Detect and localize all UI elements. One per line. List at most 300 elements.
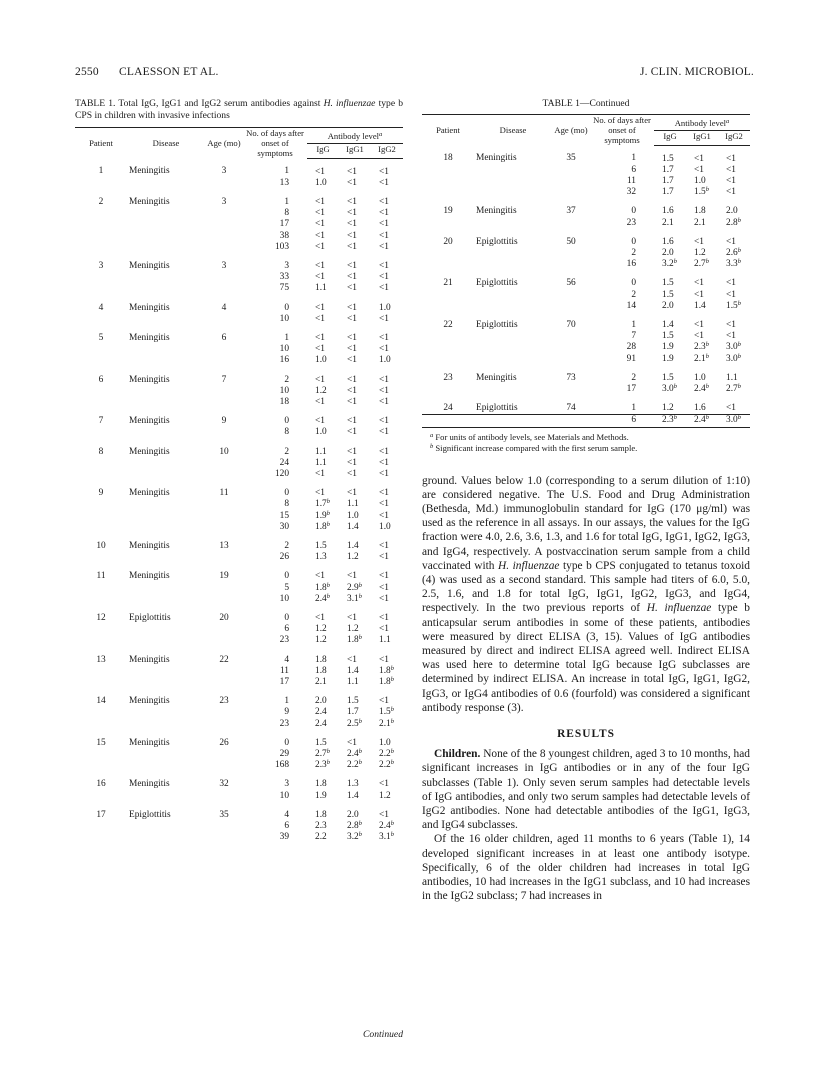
- disease: Epiglottitis: [129, 809, 171, 820]
- igg2-value: <1: [379, 219, 389, 230]
- disease-empty: [127, 719, 205, 730]
- disease-empty: [127, 231, 205, 242]
- disease: Epiglottitis: [476, 319, 518, 330]
- age-empty: [205, 344, 243, 355]
- igg-value: 2.0: [662, 300, 674, 311]
- header-disease: Disease: [474, 115, 552, 146]
- age: 6: [221, 332, 227, 343]
- patient-group: [422, 145, 750, 198]
- age-empty: [552, 259, 590, 270]
- igg1-value: <1: [347, 230, 357, 241]
- igg2-value: <1: [379, 177, 389, 188]
- igg1-value: <1: [694, 164, 704, 175]
- patient-number-empty: [75, 344, 127, 355]
- significance-mark: b: [737, 246, 741, 254]
- igg2-value: 2.8$^b$: [726, 216, 741, 228]
- significance-mark: b: [358, 831, 362, 839]
- igg-value: 2.1: [662, 217, 674, 228]
- age-empty: [205, 314, 243, 325]
- igg2-value: <1: [379, 166, 389, 177]
- igg1-value: 2.4$^b$: [347, 748, 362, 760]
- days-after-onset: 0: [631, 278, 636, 289]
- disease: Meningitis: [129, 571, 170, 582]
- igg-value: 1.5: [662, 289, 674, 300]
- days-after-onset: 2: [284, 540, 289, 551]
- igg2-value: 1.0: [379, 737, 391, 748]
- significance-mark: b: [326, 759, 330, 767]
- igg-value: 1.7: [662, 164, 674, 175]
- igg1-value: 1.2: [347, 552, 359, 563]
- days-after-onset: 14: [626, 300, 636, 311]
- age-empty: [205, 283, 243, 294]
- age-empty: [205, 469, 243, 480]
- igg2-value: <1: [379, 540, 389, 551]
- results-heading: RESULTS: [557, 728, 615, 741]
- patient-number-empty: [75, 719, 127, 730]
- significance-mark: b: [390, 664, 394, 672]
- igg2-value: <1: [379, 510, 389, 521]
- significance-mark: b: [737, 216, 741, 224]
- days-after-onset: 10: [279, 385, 289, 396]
- igg2-value: <1: [379, 779, 389, 790]
- patient-group: [75, 605, 403, 647]
- significance-mark: b: [358, 717, 362, 725]
- patient-number: 3: [98, 260, 104, 271]
- patient-number: 5: [98, 332, 104, 343]
- age-empty: [205, 397, 243, 408]
- disease-empty: [127, 635, 205, 646]
- igg-value: 1.2: [315, 635, 327, 646]
- patient-number-empty: [75, 677, 127, 688]
- table-row: [75, 511, 403, 522]
- table-row: [422, 259, 750, 270]
- days-after-onset: 16: [279, 355, 289, 366]
- table-row: [422, 187, 750, 198]
- header-antibody-level: Antibody level$^a$: [307, 128, 403, 144]
- igg2-value: 1.1: [726, 372, 738, 383]
- patient-group: [75, 408, 403, 438]
- igg2-value: 3.0$^b$: [726, 341, 741, 353]
- body-text: [422, 474, 750, 904]
- igg-value: <1: [315, 219, 325, 230]
- days-after-onset: 10: [279, 313, 289, 324]
- igg1-value: <1: [347, 241, 357, 252]
- igg2-value: 1.5$^b$: [379, 706, 394, 718]
- age: 26: [219, 737, 229, 748]
- patient-number-empty: [75, 231, 127, 242]
- days-after-onset: 23: [279, 718, 289, 729]
- age: 74: [552, 395, 590, 415]
- igg1-value: 2.0: [347, 809, 359, 820]
- table-row: [422, 301, 750, 312]
- patient-number: 16: [96, 779, 106, 790]
- igg-value: <1: [315, 208, 325, 219]
- patient-number-empty: [422, 415, 474, 427]
- patient-number-empty: [75, 821, 127, 832]
- disease-empty: [127, 314, 205, 325]
- disease: Epiglottitis: [474, 395, 552, 415]
- igg-value: <1: [315, 166, 325, 177]
- disease-empty: [127, 427, 205, 438]
- table-row: [75, 563, 403, 582]
- igg-value: <1: [315, 344, 325, 355]
- days-after-onset: 30: [279, 521, 289, 532]
- igg1-value: <1: [694, 331, 704, 342]
- table-row: [422, 342, 750, 353]
- disease: Epiglottitis: [129, 613, 171, 623]
- journal-name: J. CLIN. MICROBIOL.: [639, 66, 754, 78]
- table-row: [75, 688, 403, 707]
- patient-number: 2: [98, 196, 104, 207]
- right-column: [422, 98, 750, 903]
- igg2-value: <1: [379, 385, 389, 396]
- patient-number: 20: [443, 236, 453, 247]
- igg-value: 1.1: [315, 457, 327, 468]
- days-after-onset: 1: [631, 153, 636, 163]
- table-row: [75, 314, 403, 325]
- patient-number-empty: [75, 594, 127, 605]
- igg2-value: <1: [379, 230, 389, 241]
- igg1-value: 1.5$^b$: [694, 186, 709, 198]
- igg2-value: <1: [726, 164, 736, 175]
- days-after-onset: 11: [626, 175, 636, 186]
- igg2-value: <1: [379, 552, 389, 563]
- table-caption-text-1: Total IgG, IgG1 and IgG2 serum antibodies against: [118, 98, 321, 109]
- igg1-value: 1.4: [347, 790, 359, 801]
- days-after-onset: 33: [279, 272, 289, 283]
- igg-value: 1.5: [662, 331, 674, 342]
- significance-mark: b: [737, 352, 741, 360]
- table-row: [75, 760, 403, 771]
- table-caption-text-2: type b CPS in children with invasive infections: [75, 98, 403, 121]
- igg-value: <1: [315, 313, 325, 324]
- results-paragraph-1: Children. None of the 8 youngest children, aged 3 to 10 months, had significant increases in IgG antibodies or in any of the four IgG subclasses (Table 1). Only seven serum samples had detectable levels of IgG antibodies, and only two serum samples had detectable levels of IgG2 antibodies. None had detectable antibodies of the IgG1, IgG3, and IgG4 subclasses.: [422, 748, 750, 832]
- igg1-value: 1.3: [347, 779, 359, 790]
- patient-number: 1: [98, 166, 104, 176]
- patient-group: [75, 802, 403, 844]
- igg1-value: <1: [347, 427, 357, 438]
- disease-empty: [474, 290, 552, 301]
- igg2-value: <1: [379, 488, 389, 499]
- igg1-value: <1: [347, 374, 357, 385]
- table-row: [75, 219, 403, 230]
- igg-value: 2.3: [315, 821, 327, 832]
- age-empty: [205, 749, 243, 760]
- days-after-onset: 1: [631, 319, 636, 330]
- igg-value: 1.8$^b$: [315, 581, 330, 593]
- days-after-onset: 6: [631, 164, 636, 175]
- days-after-onset: 2: [631, 372, 636, 383]
- igg2-value: <1: [379, 272, 389, 283]
- table-row: [422, 145, 750, 165]
- significance-mark: b: [390, 831, 394, 839]
- age: 70: [566, 319, 576, 330]
- table-row: [75, 624, 403, 635]
- significance-mark: b: [705, 341, 709, 349]
- disease: Meningitis: [476, 153, 517, 163]
- igg-value: <1: [315, 374, 325, 385]
- igg1-value: 2.1$^b$: [694, 352, 709, 364]
- igg1-value: <1: [347, 177, 357, 188]
- disease: Meningitis: [129, 696, 170, 707]
- igg-value: <1: [315, 260, 325, 271]
- header-igg1: IgG1: [339, 144, 371, 158]
- age-empty: [205, 583, 243, 594]
- igg-value: 1.9: [662, 353, 674, 364]
- table-row: [75, 189, 403, 208]
- igg-value: 1.6: [662, 236, 674, 247]
- days-after-onset: 2: [284, 374, 289, 385]
- disease-empty: [127, 821, 205, 832]
- patient-number: 8: [98, 446, 104, 457]
- header-antibody-level: Antibody level$^a$: [654, 115, 750, 131]
- disease: Meningitis: [476, 206, 517, 217]
- age-empty: [205, 821, 243, 832]
- patient-number-empty: [75, 314, 127, 325]
- days-after-onset: 5: [284, 582, 289, 593]
- disease-empty: [474, 384, 552, 395]
- igg2-value: 2.1$^b$: [379, 717, 394, 729]
- age-empty: [205, 552, 243, 563]
- disease-empty: [127, 208, 205, 219]
- patient-number-empty: [75, 242, 127, 253]
- patient-group: [75, 533, 403, 563]
- igg1-value: <1: [347, 488, 357, 499]
- igg2-value: <1: [726, 319, 736, 330]
- header-igg2: IgG2: [371, 144, 403, 158]
- significance-mark: b: [390, 706, 394, 714]
- igg-value: 1.2: [315, 624, 327, 635]
- patient-number: 18: [443, 153, 453, 163]
- igg1-value: 1.1: [347, 677, 359, 688]
- igg1-value: <1: [347, 260, 357, 271]
- age: 3: [221, 166, 227, 176]
- table-row: [75, 458, 403, 469]
- igg1-value: <1: [347, 313, 357, 324]
- patient-group: [75, 647, 403, 689]
- igg1-value: 1.8: [694, 206, 706, 217]
- age: 3: [221, 196, 227, 207]
- significance-mark: b: [326, 592, 330, 600]
- igg2-value: <1: [726, 289, 736, 300]
- age-empty: [205, 511, 243, 522]
- patient-number-empty: [422, 165, 474, 176]
- disease-empty: [127, 499, 205, 510]
- igg1-value: <1: [347, 208, 357, 219]
- disease: Meningitis: [476, 372, 517, 383]
- patient-number: 24: [422, 395, 474, 415]
- table-caption: [75, 98, 403, 122]
- disease-empty: [474, 187, 552, 198]
- igg1-value: <1: [694, 278, 704, 289]
- igg-value: <1: [315, 571, 325, 582]
- igg2-value: 1.2: [379, 790, 391, 801]
- age: 37: [566, 206, 576, 217]
- header-igg: IgG: [654, 131, 686, 145]
- igg-value: <1: [315, 396, 325, 407]
- disease-empty: [474, 342, 552, 353]
- igg1-value: <1: [347, 654, 357, 665]
- table-row: [422, 354, 750, 365]
- running-head: [75, 66, 754, 82]
- table-row: [75, 635, 403, 646]
- disease: Epiglottitis: [476, 236, 518, 247]
- igg2-value: <1: [379, 446, 389, 457]
- table-row: [75, 231, 403, 242]
- patient-number: 21: [443, 278, 453, 289]
- days-after-onset: 8: [284, 208, 289, 219]
- igg1-value: 1.4: [347, 665, 359, 676]
- table-row: [422, 395, 750, 415]
- age-empty: [205, 272, 243, 283]
- disease-empty: [127, 469, 205, 480]
- igg-value: <1: [315, 230, 325, 241]
- igg2-value: <1: [726, 331, 736, 342]
- igg-value: 1.7$^b$: [315, 498, 330, 510]
- significance-mark: b: [390, 676, 394, 684]
- patient-number-empty: [75, 832, 127, 843]
- patient-number-empty: [75, 219, 127, 230]
- patient-number-empty: [75, 666, 127, 677]
- age-empty: [205, 522, 243, 533]
- age: 9: [221, 416, 227, 427]
- patient-group: [75, 730, 403, 772]
- significance-mark: b: [737, 341, 741, 349]
- table-row: [75, 802, 403, 821]
- age-empty: [552, 354, 590, 365]
- days-after-onset: 23: [626, 217, 636, 228]
- days-after-onset: 8: [284, 427, 289, 438]
- igg1-value: <1: [347, 355, 357, 366]
- significance-mark: b: [358, 634, 362, 642]
- igg1-value: <1: [347, 385, 357, 396]
- significance-mark: b: [358, 820, 362, 828]
- igg1-value: <1: [347, 219, 357, 230]
- igg1-value: 2.4$^b$: [686, 415, 718, 427]
- header-igg: IgG: [307, 144, 339, 158]
- table-row: [422, 229, 750, 248]
- disease-empty: [127, 272, 205, 283]
- significance-mark: b: [358, 592, 362, 600]
- left-column: [75, 98, 403, 843]
- patient-group: [422, 365, 750, 395]
- table-row: [422, 415, 750, 427]
- significance-mark: b: [390, 748, 394, 756]
- igg1-value: 1.6: [686, 395, 718, 415]
- igg-value: 1.8: [315, 665, 327, 676]
- igg-value: 3.2$^b$: [662, 258, 677, 270]
- igg2-value: 1.8$^b$: [379, 676, 394, 688]
- age-empty: [205, 707, 243, 718]
- table-row: [75, 791, 403, 802]
- table-row: [75, 158, 403, 178]
- age-empty: [205, 219, 243, 230]
- age-empty: [205, 791, 243, 802]
- header-days: No. of days after onset of symptoms: [243, 128, 307, 159]
- patient-number-empty: [75, 178, 127, 189]
- igg-value: 2.4: [315, 718, 327, 729]
- patient-group: [75, 158, 403, 189]
- igg2-value: <1: [379, 416, 389, 427]
- igg1-value: <1: [694, 153, 704, 164]
- age-empty: [205, 499, 243, 510]
- age-empty: [205, 242, 243, 253]
- days-after-onset: 0: [631, 236, 636, 247]
- significance-mark: b: [673, 382, 677, 390]
- age: 13: [219, 540, 229, 551]
- disease-empty: [127, 749, 205, 760]
- results-paragraph-2: Of the 16 older children, aged 11 months to 6 years (Table 1), 14 developed significant increases in at least one antibody isotype. Specifically, 6 of the older children had increases in total IgG antibodies, 10 had increases in the IgG1 subclass, and 10 had increases in the IgG2 subclass; 7 had increases in: [422, 833, 750, 903]
- igg-value: <1: [315, 241, 325, 252]
- table-row: [75, 272, 403, 283]
- table-row: [75, 344, 403, 355]
- disease: Meningitis: [129, 737, 170, 748]
- igg-value: 1.8$^b$: [315, 520, 330, 532]
- patient-number-empty: [422, 301, 474, 312]
- header-days: No. of days after onset of symptoms: [590, 115, 654, 146]
- disease: Meningitis: [129, 779, 170, 790]
- igg-value: 1.9$^b$: [315, 509, 330, 521]
- disease: Meningitis: [129, 446, 170, 457]
- patient-number: 14: [96, 696, 106, 707]
- days-after-onset: 32: [626, 187, 636, 198]
- patient-group: [75, 563, 403, 605]
- igg2-value: 3.0$^b$: [718, 415, 750, 427]
- table-row: [75, 397, 403, 408]
- igg-value: 1.8: [315, 809, 327, 820]
- disease-empty: [474, 176, 552, 187]
- igg2-value: <1: [726, 236, 736, 247]
- table-row: [75, 719, 403, 730]
- disease: Meningitis: [129, 416, 170, 427]
- age-empty: [552, 331, 590, 342]
- days-after-onset: 18: [279, 396, 289, 407]
- igg1-value: 1.7: [347, 707, 359, 718]
- significance-mark: b: [673, 258, 677, 266]
- age-empty: [552, 218, 590, 229]
- igg-value: 1.8: [315, 779, 327, 790]
- days-after-onset: 3: [284, 779, 289, 790]
- age: 20: [219, 613, 229, 623]
- patient-number-empty: [422, 248, 474, 259]
- patient-group: [422, 312, 750, 365]
- patient-number-empty: [75, 522, 127, 533]
- age: 10: [219, 446, 229, 457]
- days-after-onset: 2: [284, 446, 289, 457]
- table-row: [75, 480, 403, 499]
- igg-value: 2.4$^b$: [315, 592, 330, 604]
- igg-value: 1.1: [315, 283, 327, 294]
- disease-empty: [127, 666, 205, 677]
- table-row: [422, 290, 750, 301]
- igg1-value: 2.5$^b$: [347, 717, 362, 729]
- age: 35: [219, 809, 229, 820]
- disease: Meningitis: [129, 196, 170, 207]
- igg-value: 1.5: [315, 737, 327, 748]
- patient-number-empty: [75, 283, 127, 294]
- days-after-onset: 6: [284, 624, 289, 635]
- significance-mark: b: [326, 520, 330, 528]
- days-after-onset: 15: [279, 510, 289, 521]
- days-after-onset: 120: [274, 468, 289, 479]
- patient-number-empty: [75, 208, 127, 219]
- igg1-value: <1: [347, 332, 357, 343]
- age-empty: [205, 355, 243, 366]
- days-after-onset: 24: [279, 457, 289, 468]
- igg-value: 1.0: [315, 177, 327, 188]
- disease-empty: [127, 552, 205, 563]
- igg2-value: <1: [718, 395, 750, 415]
